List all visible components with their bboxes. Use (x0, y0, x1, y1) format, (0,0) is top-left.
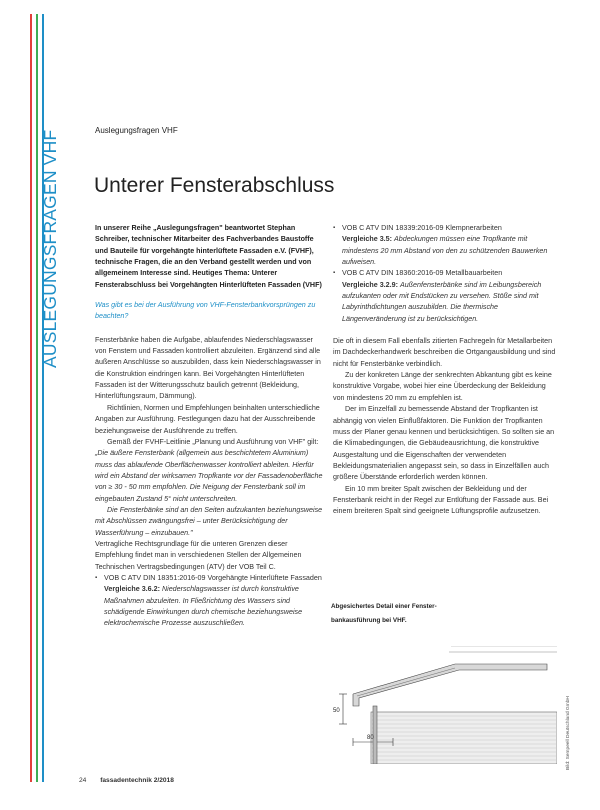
quote: „Die äußere Fensterbank (allgemein aus beschichtetem Aluminium) muss das ablaufende Oberflächenwasser kontrolliert ableiten. Hierfür wird ein Abstand der wirksamen Tropfkante vor der Fassadenoberfläche von ≥ 30 - 50 mm empfohlen. Die Neigung der Fensterbank soll im eingebauten Zustand 5° nicht unterschreiten. (95, 449, 323, 503)
headline: Unterer Fensterabschluss (94, 174, 335, 197)
caption-line: bankausführung bei VHF. (331, 617, 407, 624)
paragraph: Zu der konkreten Länge der senkrechten Abkantung gibt es keine konstruktive Vorgabe, wobei hier eine Überdeckung der Bekleidung von mindestens 20 mm zu empfehlen ist. (333, 371, 552, 402)
bullet-text: Abdeckungen müssen eine Tropfkante mit mindestens 20 mm Abstand von den zu schützenden Bauwerken aufweisen. (342, 235, 548, 267)
paragraph: Die oft in diesem Fall ebenfalls zitierten Fachregeln für Metallarbeiten im Dachdeckerhandwerk beschreiben die Ortgangausbildung und sind nicht für Fensterbänke verbindlich. (333, 337, 556, 368)
bullet-ref: Vergleiche 3.6.2: (104, 585, 160, 594)
image-credit: Bild: Sempeell Deutschland GmbH (566, 696, 571, 770)
right-column (333, 223, 557, 518)
bullet-text: Außenfensterbänke sind im Leibungsbereich aufzukanten oder mit Endstücken zu versehen. Stöße sind mit Labyrinthdichtungen auszubilden. Die thermische Längenveränderung ist zu berücksichtigen. (342, 280, 542, 323)
bullet-text: Niederschlagswasser ist durch konstruktive Maßnahmen abzuleiten. In Fließrichtung des Wassers sind schädigende Einwirkungen durch chemische beziehungsweise elektrochemische Prozesse auszuschließen. (104, 585, 303, 628)
spacer (333, 325, 557, 336)
paragraph: Fensterbänke haben die Aufgabe, ablaufendes Niederschlagswasser von Fenstern und Fassaden kontrolliert abzuleiten. Ergänzend sind alle äußeren Anschlüsse so auszubilden, dass kein Niederschlagswasser in die Konstruktion eindringen kann. Bei Vorgehängten Hinterlüfteten Fassaden ist der Witterungsschutz baulich getrennt (Bekleidung, Hinterlüftungsraum, Dämmung). (95, 335, 321, 401)
bullet-body (333, 234, 557, 268)
paragraph: Gemäß der FVHF-Leitlinie „Planung und Ausführung von VHF" gilt: (107, 437, 319, 446)
stripe-green (36, 14, 38, 782)
intro-paragraph: In unserer Reihe „Auslegungsfragen" beantwortet Stephan Schreiber, technischer Mitarbeiter des Fachverbandes Baustoffe und Bauteile für vorgehängte hinterlüftete Fassaden e.V. (FVHF), technische Fragen, die an den Verband gestellt werden und von allgemeinem Interesse sind. Heutiges Thema: Unterer Fensterabschluss bei Vorgehängten Hinterlüfteten Fassaden (VHF) (95, 224, 322, 289)
bullet-title: ▪ VOB C ATV DIN 18339:2016-09 Klempnerarbeiten (333, 223, 557, 234)
bullet-title: ▪ VOB C ATV DIN 18360:2016-09 Metallbauarbeiten (333, 268, 557, 279)
magazine-issue: fassadentechnik 2/2018 (100, 777, 174, 784)
question: Was gibt es bei der Ausführung von VHF-Fensterbankvorsprüngen zu beachten? (95, 301, 316, 321)
page-footer (79, 777, 174, 784)
paragraph: Vertragliche Rechtsgrundlage für die unteren Grenzen dieser Empfehlung findet man in verschiedenen Stellen der Allgemeinen Technischen Vertragsbedingungen (ATV) der VOB Teil C. (95, 539, 302, 571)
bullet-ref: Vergleiche 3.5: (342, 235, 393, 244)
quote: Die Fensterbänke sind an den Seiten aufzukanten beziehungsweise mit Abschlüssen zwängungsfrei – unter Berücksichtigung der Wasserführung – einzubauen." (95, 505, 323, 537)
bullet-body (333, 280, 557, 325)
kicker: Auslegungsfragen VHF (95, 126, 178, 135)
dimension-label: 50 (333, 708, 340, 714)
paragraph: Der im Einzelfall zu bemessende Abstand der Tropfkanten ist abhängig von vielen Einflußfaktoren. Die Funktion der Tropfkanten muss der Planer genau kennen und berücksichtigen. So sollten sie an die Klimabedingungen, die Gebäudeausrichtung, die konstruktive Ausgestaltung und die Eigenschaften der verwendeten Bekleidungsmaterialien angepasst sein, so dass in Einzelfällen auch größere Überstände erforderlich werden können. (333, 405, 555, 482)
figure-caption (331, 600, 437, 628)
left-column (95, 223, 323, 630)
side-title: AUSLEGUNGSFRAGEN VHF (40, 129, 60, 368)
paragraph: Ein 10 mm breiter Spalt zwischen der Bekleidung und der Fensterbank reicht in der Regel zur Entlüftung der Fassade aus. Bei einem breiteren Spalt sind geeignete Lüftungsprofile aufzusetzen. (333, 484, 549, 516)
stripe-red (30, 14, 32, 782)
paragraph: Richtlinien, Normen und Empfehlungen beinhalten unterschiedliche Angaben zur Ausführung. Festlegungen dazu hat der Ausschreibende beziehungsweise der Ausführende zu treffen. (95, 403, 320, 435)
caption-line: Abgesichertes Detail einer Fenster- (331, 603, 437, 610)
bullet-title: ▪ VOB C ATV DIN 18351:2016-09 Vorgehängte Hinterlüftete Fassaden (95, 573, 323, 584)
bullet-ref: Vergleiche 3.2.9: (342, 280, 398, 289)
dimension-label: 80 (367, 735, 374, 741)
window-sill-detail-drawing (331, 646, 557, 764)
page-number: 24 (79, 777, 87, 784)
bullet-body (95, 584, 323, 629)
